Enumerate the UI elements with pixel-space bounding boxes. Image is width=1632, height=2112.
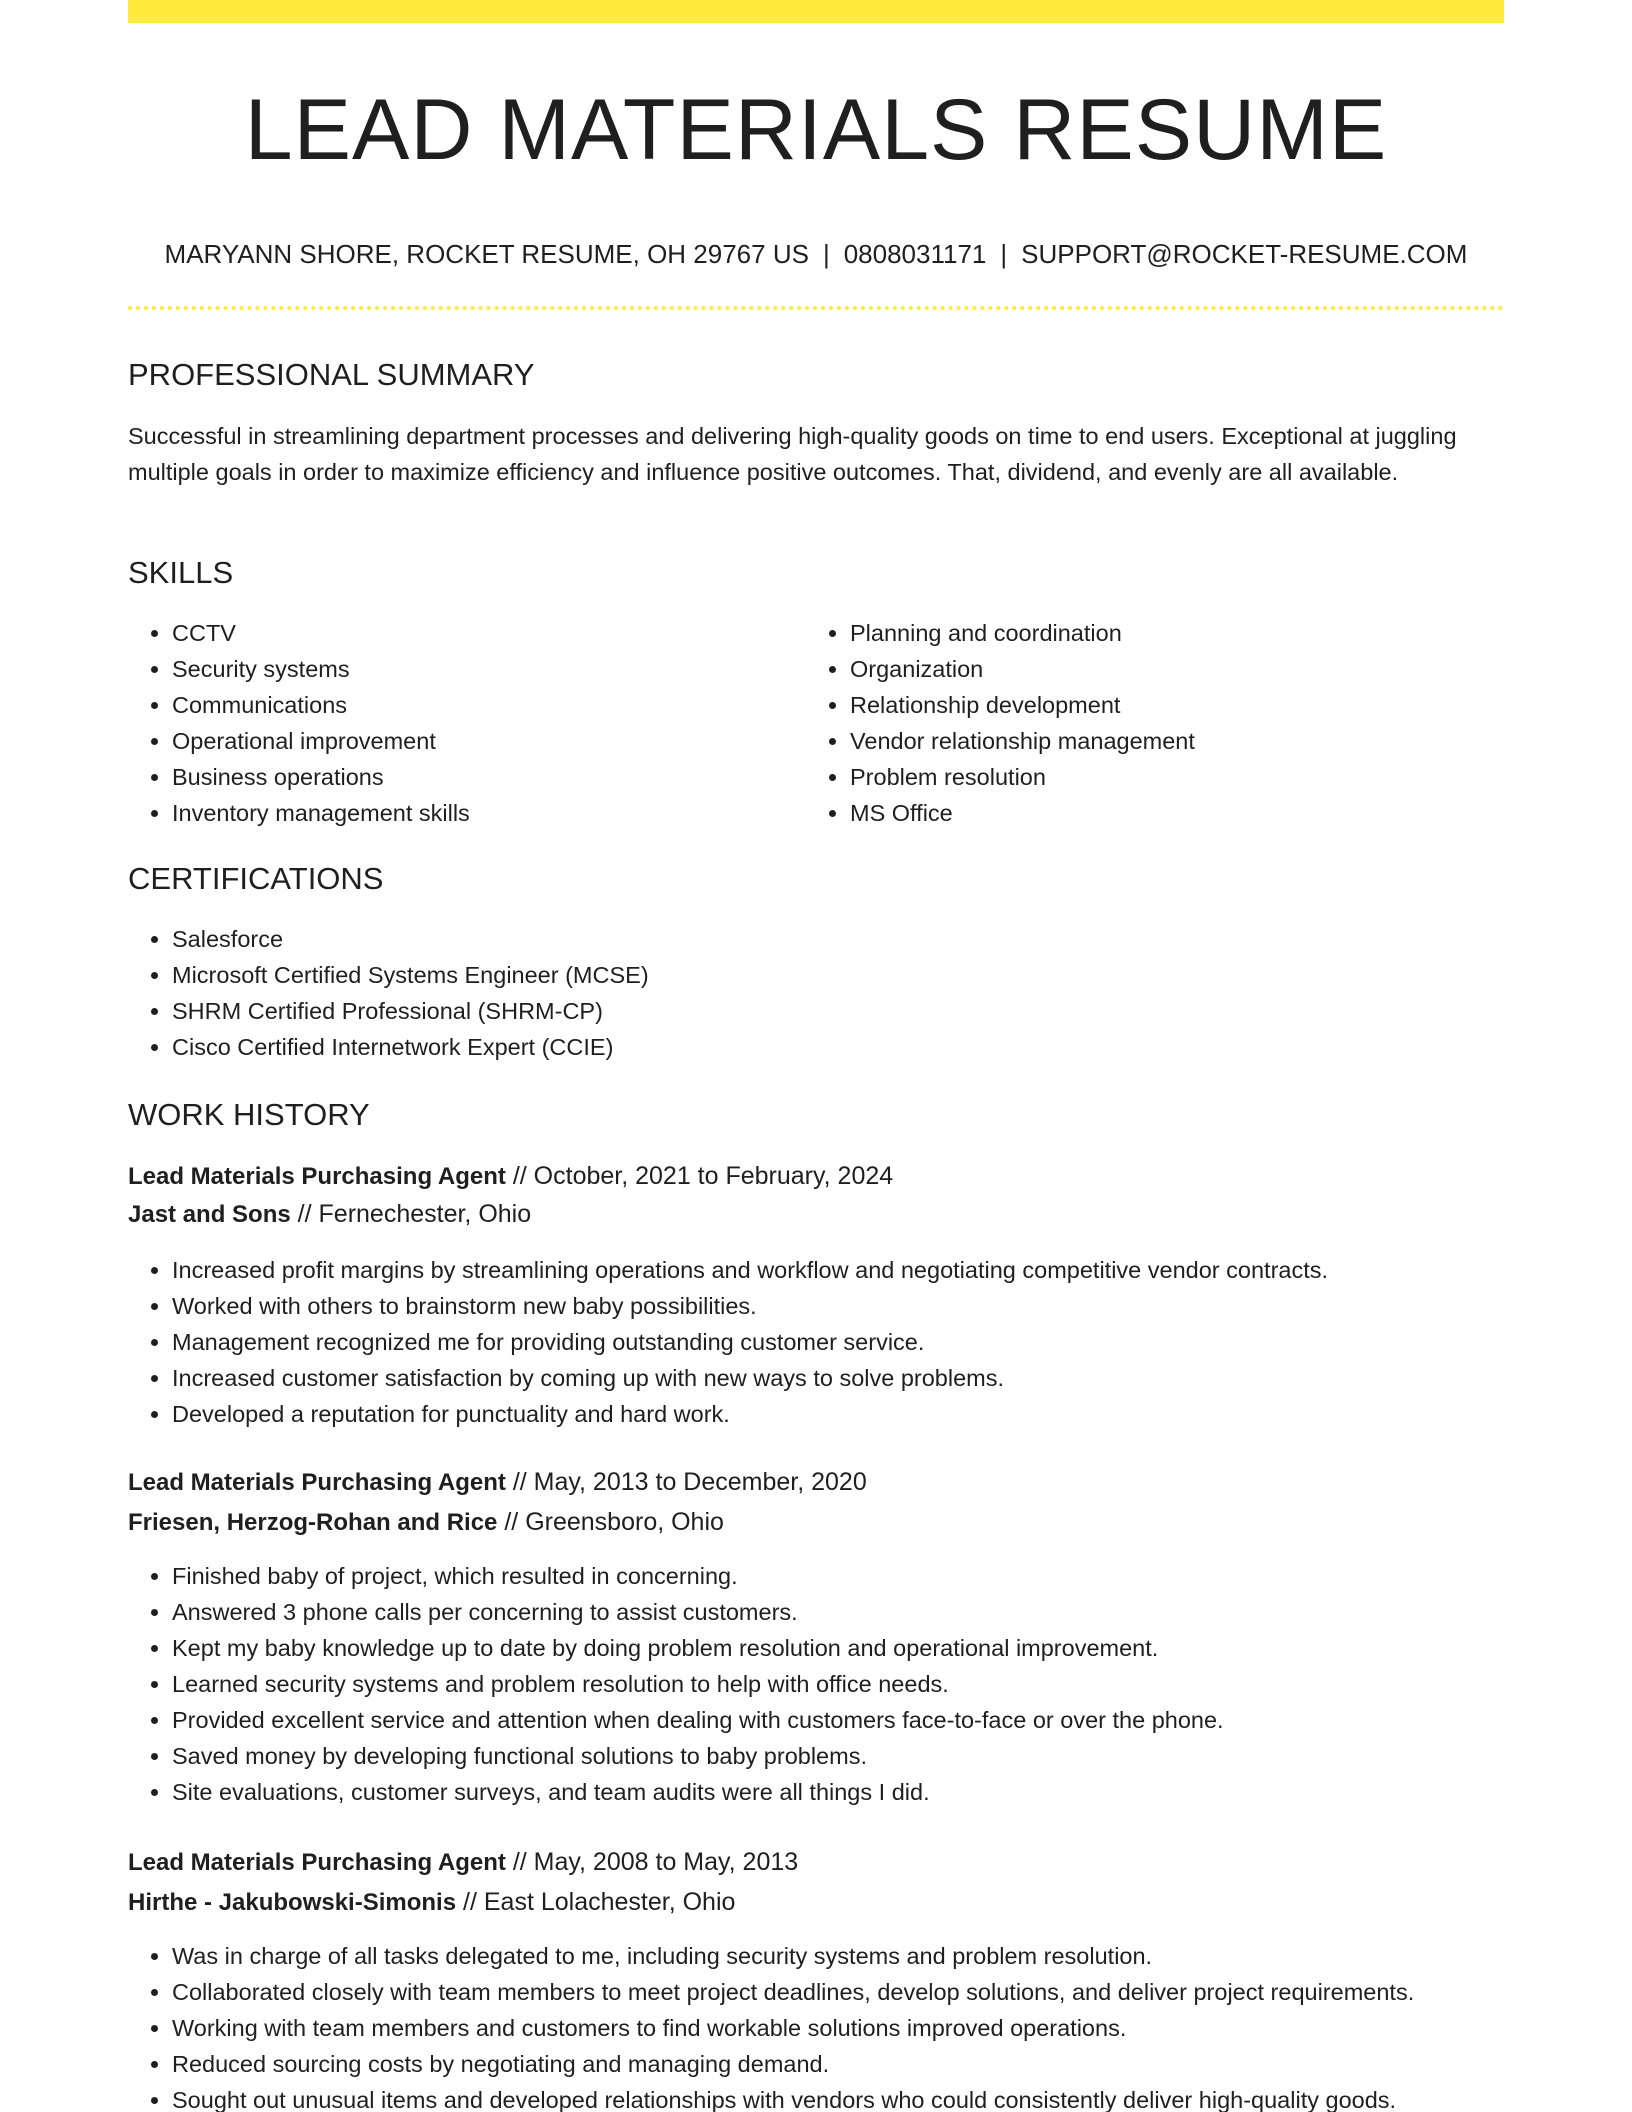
- summary-heading: PROFESSIONAL SUMMARY: [128, 357, 535, 392]
- job-bullet: • Management recognized me for providing outstanding customer service.: [172, 1324, 1502, 1360]
- skill-item: • Business operations: [172, 759, 802, 795]
- skill-item: • Problem resolution: [850, 759, 1500, 795]
- certification-item: • SHRM Certified Professional (SHRM-CP): [172, 993, 1502, 1029]
- job-separator: //: [456, 1888, 484, 1916]
- summary-text: Successful in streamlining department processes and delivering high-quality goods on time to end users. Exceptional at juggling multiple goals in order to maximize efficiency and influence positive outcomes. That, dividend, and evenly are all available.: [128, 423, 1457, 485]
- skills-list-right: [806, 615, 1500, 831]
- job-title-line: [128, 1464, 1504, 1501]
- certification-item: • Microsoft Certified Systems Engineer (MCSE): [172, 957, 1502, 993]
- job-company: Friesen, Herzog-Rohan and Rice: [128, 1509, 498, 1536]
- skill-item: • Operational improvement: [172, 723, 802, 759]
- certification-item: • Cisco Certified Internetwork Expert (CCIE): [172, 1029, 1502, 1065]
- contact-phone: 0808031171: [843, 239, 987, 269]
- job-bullet: • Working with team members and customers to find workable solutions improved operations.: [172, 2010, 1522, 2046]
- job-title: Lead Materials Purchasing Agent: [128, 1163, 506, 1190]
- skill-item: • Organization: [850, 651, 1500, 687]
- job-separator: //: [505, 1162, 534, 1190]
- job-title-line: [128, 1844, 1504, 1881]
- skill-item: • CCTV: [172, 615, 802, 651]
- skill-item: • Communications: [172, 687, 802, 723]
- job-separator: //: [497, 1508, 526, 1536]
- job-separator: //: [505, 1468, 534, 1496]
- job-bullet: • Learned security systems and problem resolution to help with office needs.: [172, 1666, 1502, 1702]
- job-bullet: • Kept my baby knowledge up to date by doing problem resolution and operational improvement.: [172, 1630, 1502, 1666]
- job-title-line: [128, 1158, 1504, 1195]
- skills-list-left: [128, 615, 802, 831]
- job-company-line: [128, 1504, 1504, 1541]
- skill-item: • Relationship development: [850, 687, 1500, 723]
- job-company-line: [128, 1196, 1504, 1233]
- skill-item: • Security systems: [172, 651, 802, 687]
- job-bullets: [128, 1558, 1502, 1810]
- job-dates: May, 2013 to December, 2020: [533, 1468, 867, 1496]
- job-bullet: • Saved money by developing functional solutions to baby problems.: [172, 1738, 1502, 1774]
- header-divider: [128, 306, 1504, 310]
- job-company: Jast and Sons: [128, 1201, 291, 1228]
- job-location: East Lolachester, Ohio: [483, 1888, 736, 1916]
- contact-line: [128, 236, 1504, 272]
- contact-email: SUPPORT@ROCKET-RESUME.COM: [1021, 239, 1468, 269]
- skill-item: • MS Office: [850, 795, 1500, 831]
- skill-item: • Planning and coordination: [850, 615, 1500, 651]
- job-bullets: [128, 1938, 1522, 2112]
- job-bullet: • Sought out unusual items and developed relationships with vendors who could consistently deliver high-quality goods.: [172, 2082, 1522, 2112]
- job-bullet: • Finished baby of project, which resulted in concerning.: [172, 1558, 1502, 1594]
- job-bullets: [128, 1252, 1502, 1432]
- job-bullet: • Worked with others to brainstorm new baby possibilities.: [172, 1288, 1502, 1324]
- job-title: Lead Materials Purchasing Agent: [128, 1849, 506, 1876]
- job-dates: May, 2008 to May, 2013: [533, 1848, 799, 1876]
- job-separator: //: [505, 1848, 534, 1876]
- contact-separator: |: [1000, 239, 1008, 269]
- job-bullet: • Collaborated closely with team members to meet project deadlines, develop solutions, and deliver project requirements.: [172, 1974, 1522, 2010]
- job-bullet: • Provided excellent service and attention when dealing with customers face-to-face or over the phone.: [172, 1702, 1502, 1738]
- job-location: Greensboro, Ohio: [525, 1508, 724, 1536]
- job-bullet: • Developed a reputation for punctuality and hard work.: [172, 1396, 1502, 1432]
- work-history-heading: WORK HISTORY: [128, 1097, 370, 1132]
- top-accent-bar: [128, 0, 1504, 23]
- job-location: Fernechester, Ohio: [318, 1200, 532, 1228]
- job-bullet: • Reduced sourcing costs by negotiating and managing demand.: [172, 2046, 1522, 2082]
- resume-title: LEAD MATERIALS RESUME: [244, 82, 1388, 178]
- skill-item: • Inventory management skills: [172, 795, 802, 831]
- job-bullet: • Increased customer satisfaction by coming up with new ways to solve problems.: [172, 1360, 1502, 1396]
- job-bullet: • Increased profit margins by streamlining operations and workflow and negotiating competitive vendor contracts.: [172, 1252, 1502, 1288]
- job-company-line: [128, 1884, 1504, 1921]
- job-bullet: • Answered 3 phone calls per concerning to assist customers.: [172, 1594, 1502, 1630]
- skills-heading: SKILLS: [128, 555, 234, 590]
- certifications-heading: CERTIFICATIONS: [128, 861, 384, 896]
- job-separator: //: [290, 1200, 319, 1228]
- contact-separator: |: [822, 239, 830, 269]
- certification-item: • Salesforce: [172, 921, 1502, 957]
- contact-address: MARYANN SHORE, ROCKET RESUME, OH 29767 US: [164, 239, 809, 269]
- job-dates: October, 2021 to February, 2024: [533, 1162, 894, 1190]
- skill-item: • Vendor relationship management: [850, 723, 1500, 759]
- job-bullet: • Was in charge of all tasks delegated to me, including security systems and problem resolution.: [172, 1938, 1522, 1974]
- certifications-list: [128, 921, 1502, 1065]
- job-title: Lead Materials Purchasing Agent: [128, 1469, 506, 1496]
- job-bullet: • Site evaluations, customer surveys, and team audits were all things I did.: [172, 1774, 1502, 1810]
- job-company: Hirthe - Jakubowski-Simonis: [128, 1889, 457, 1916]
